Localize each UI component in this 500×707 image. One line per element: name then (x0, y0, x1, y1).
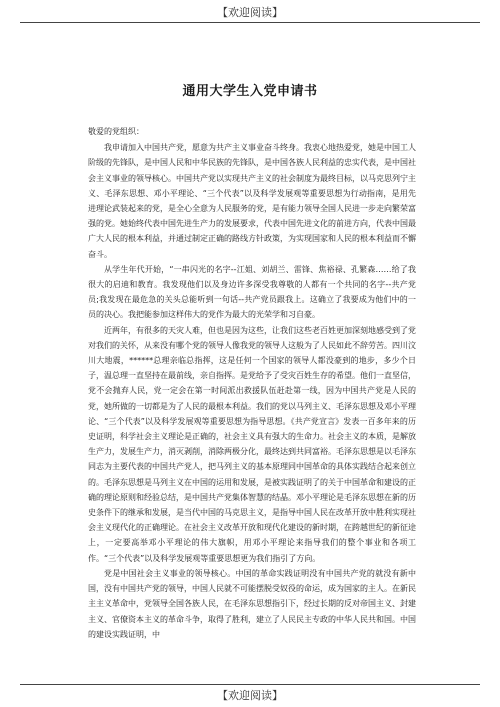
footer-banner: 【欢迎阅读】 (217, 689, 283, 702)
footer-divider (20, 684, 480, 685)
paragraph-3: 近两年，有很多的天灾人难，但也是因为这些，让我们这些老百姓更加深刻地感受到了党对我们的关怀，从来没有哪个党的领导人像我党的领导人这般为了人民如此不辞劳苦。四川汶川大地震，******总理亲临总指挥，这是任何一个国家的领导人都没豪到的地步，多少个日子，温总理一直坚持在最前线，亲自指挥。是党给予了受灾百姓生存的希望。他们一直坚信，党不会抛弃人民，党一定会在第一时间派出救援队伍赶赴第一线，因为中国共产党是人民的党，她所做的一切都是为了人民的最根本利益。我们的党以马列主义、毛泽东思想及邓小平理论、“三个代表”以及科学发展观等重要思想为指导思想。《共产党宣言》发表一百多年来的历史证明，科学社会主义理论是正确的，社会主义具有强大的生命力。社会主义的本质，是解放生产力，发展生产力，消灭剥削，消除两极分化，最终达到共同富裕。毛泽东思想是以毛泽东同志为主要代表的中国共产党人，把马列主义的基本原理同中国革命的具体实践结合起来创立的。毛泽东思想是马列主义在中国的运用和发展，是被实践证明了的关于中国革命和建设的正确的理论原则和经验总结，是中国共产党集体智慧的结晶。邓小平理论是毛泽东思想在新的历史条件下的继承和发展，是当代中国的马克思主义，是指导中国人民在改革开放中胜利实现社会主义现代化的正确理论。在社会主义改革开放和现代化建设的新时期，在跨越世纪的新征途上，一定要高举邓小平理论的伟大旗帜，用邓小平理论来指导我们的整个事业和各项工作。“三个代表”以及科学发展观等重要思想更为我们指引了方向。 (88, 325, 416, 563)
paragraph-4: 党是中国社会主义事业的领导核心。中国的革命实践证明没有中国共产党的就没有新中国，没有中国共产党的领导，中国人民就不可能摆脱受奴役的命运，成为国家的主人。在新民主主义革命中，党领导全国各族人民，在毛泽东思想指引下，经过长期的反对帝国主义、封建主义、官僚资本主义的革命斗争，取得了胜利，建立了人民民主专政的中华人民共和国。中国的建设实践证明，中 (88, 568, 416, 639)
header-divider (20, 22, 480, 23)
salutation: 敬爱的党组织： (88, 127, 144, 136)
paragraph-2: 从学生年代开始，“一串闪光的名字--江姐、刘胡兰、雷锋、焦裕禄、孔繁森……给了我很大的启迪和教育。我发现他们以及身边许多深受我尊敬的人都有一个共同的名字--共产党员;我发现在最危急的关头总能听到一句话--共产党员跟我上。这确立了我要成为他们中的一员的决心。我把能参加这样伟大的党作为最大的光荣学和习自豪。 (88, 264, 416, 320)
document-body (88, 124, 416, 642)
document-title: 通用大学生入党申请书 (182, 84, 318, 99)
header-banner: 【欢迎阅读】 (217, 6, 283, 19)
paragraph-1: 我申请加入中国共产党，愿意为共产主义事业奋斗终身。我衷心地热爱党，她是中国工人阶级的先锋队，是中国人民和中华民族的先锋队，是中国各族人民利益的忠实代表，是中国社会主义事业的领导核心。中国共产党以实现共产主义的社会制度为最终目标，以马克思列宁主义、毛泽东思想、邓小平理论、“三个代表”以及科学发展观等重要思想为行动指南，是用先进理论武装起来的党，是全心全意为人民服务的党，是有能力领导全国人民进一步走向繁荣富强的党。她始终代表中国先进生产力的发展要求，代表中国先进文化的前进方向，代表中国最广大人民的根本利益，并通过制定正确的路线方针政策，为实现国家和人民的根本利益而不懈奋斗。 (88, 143, 416, 259)
